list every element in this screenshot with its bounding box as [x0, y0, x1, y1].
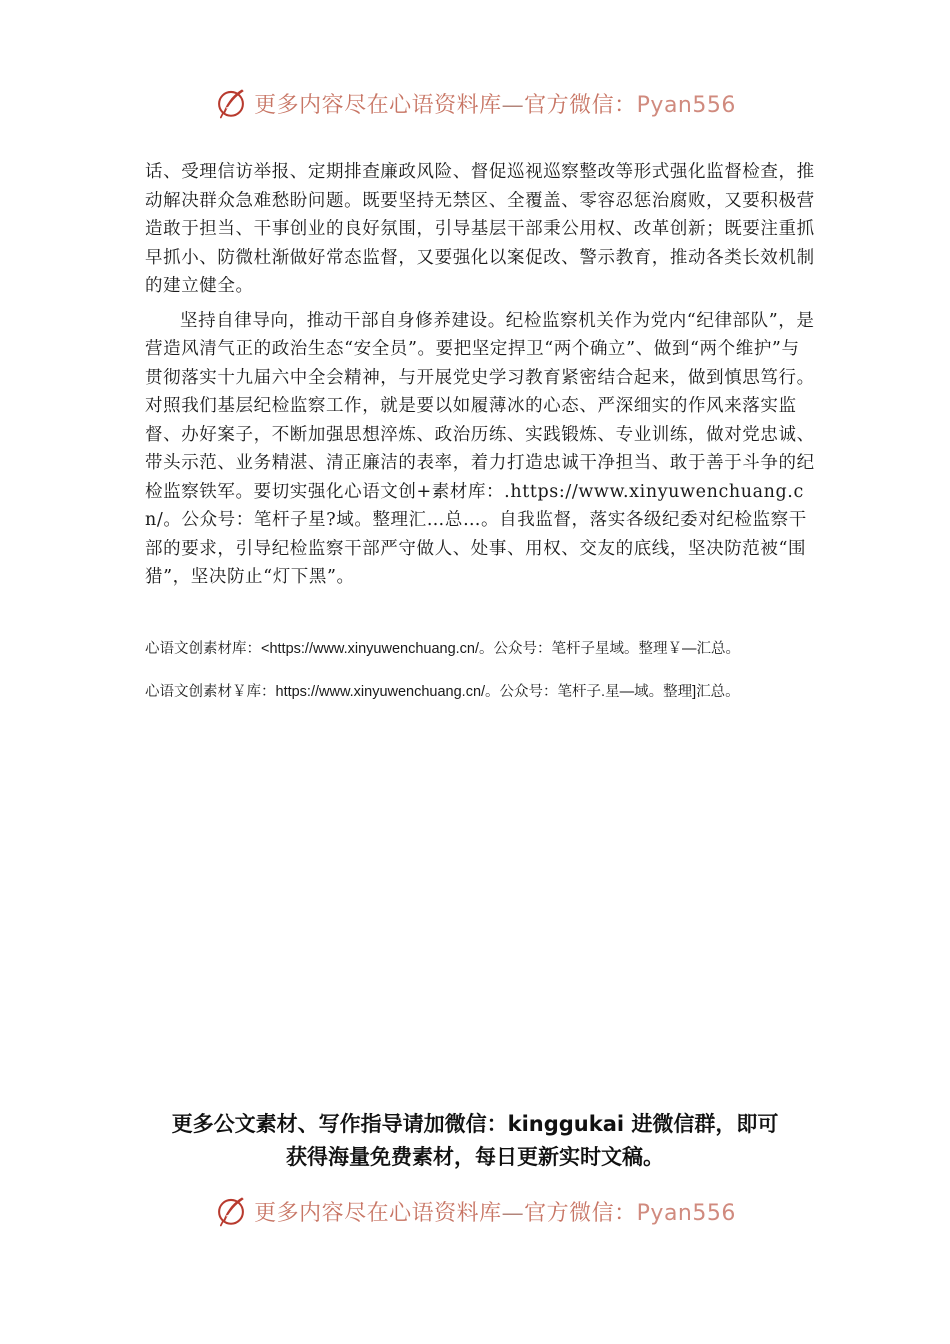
- body-paragraph-2: 坚持自律导向，推动干部自身修养建设。纪检监察机关作为党内“纪律部队”，是营造风清气正的政治生态“安全员”。要把坚定捍卫“两个确立”、做到“两个维护”与贯彻落实十九届六中全会精神，与开展党史学习教育紧密结合起来，做到慎思笃行。对照我们基层纪检监察工作，就是要以如履薄冰的心态、严深细实的作风来落实监督、办好案子，不断加强思想淬炼、政治历练、实践锻炼、专业训练，做对党忠诚、带头示范、业务精湛、清正廉洁的表率，着力打造忠诚干净担当、敢于善于斗争的纪检监察铁军。要切实强化心语文创+素材库：.https://www.xinyuwenchuang.cn/。公众号：笔杆子星?域。整理汇…总…。自我监督，落实各级纪委对纪检监察干部的要求，引导纪检监察干部严守做人、处事、用权、交友的底线，坚决防范被“围猎”，坚决防止“灯下黑”。: [145, 310, 815, 587]
- source-note-2: 心语文创素材￥库：https://www.xinyuwenchuang.cn/。公众号：笔杆子.星—域。整理]汇总。: [145, 684, 740, 700]
- source-note-1: 心语文创素材库：<https://www.xinyuwenchuang.cn/。公众号：笔杆子星域。整理￥—汇总。: [145, 641, 741, 657]
- footer-banner: [0, 1186, 950, 1236]
- document-body: [145, 158, 815, 598]
- header-banner: [0, 78, 950, 128]
- footer-dash: —: [501, 1200, 525, 1226]
- header-wechat-id: Pyan556: [636, 92, 736, 118]
- footer-site-name: 更多内容尽在心语资料库: [254, 1200, 502, 1226]
- promo-line-2: 获得海量免费素材，每日更新实时文稿。: [286, 1145, 664, 1169]
- header-site-name: 更多内容尽在心语资料库: [254, 92, 502, 118]
- header-dash: —: [501, 92, 525, 118]
- quill-pen-logo-icon: [214, 1194, 248, 1228]
- header-site-text: [254, 88, 736, 119]
- promo-block: [0, 1108, 950, 1174]
- body-paragraph-1: 话、受理信访举报、定期排查廉政风险、督促巡视巡察整改等形式强化监督检查，推动解决群众急难愁盼问题。既要坚持无禁区、全覆盖、零容忍惩治腐败，又要积极营造敢于担当、干事创业的良好氛围，引导基层干部秉公用权、改革创新；既要注重抓早抓小、防微杜渐做好常态监督，又要强化以案促改、警示教育，推动各类长效机制的建立健全。: [145, 162, 815, 296]
- quill-pen-logo-icon: [214, 86, 248, 120]
- footer-wechat-id: Pyan556: [636, 1200, 736, 1226]
- footer-wechat-label: 官方微信：: [524, 1200, 637, 1226]
- footer-site-text: [254, 1196, 736, 1227]
- header-wechat-label: 官方微信：: [524, 92, 637, 118]
- promo-line-1: 更多公文素材、写作指导请加微信：kinggukai 进微信群，即可: [171, 1112, 779, 1136]
